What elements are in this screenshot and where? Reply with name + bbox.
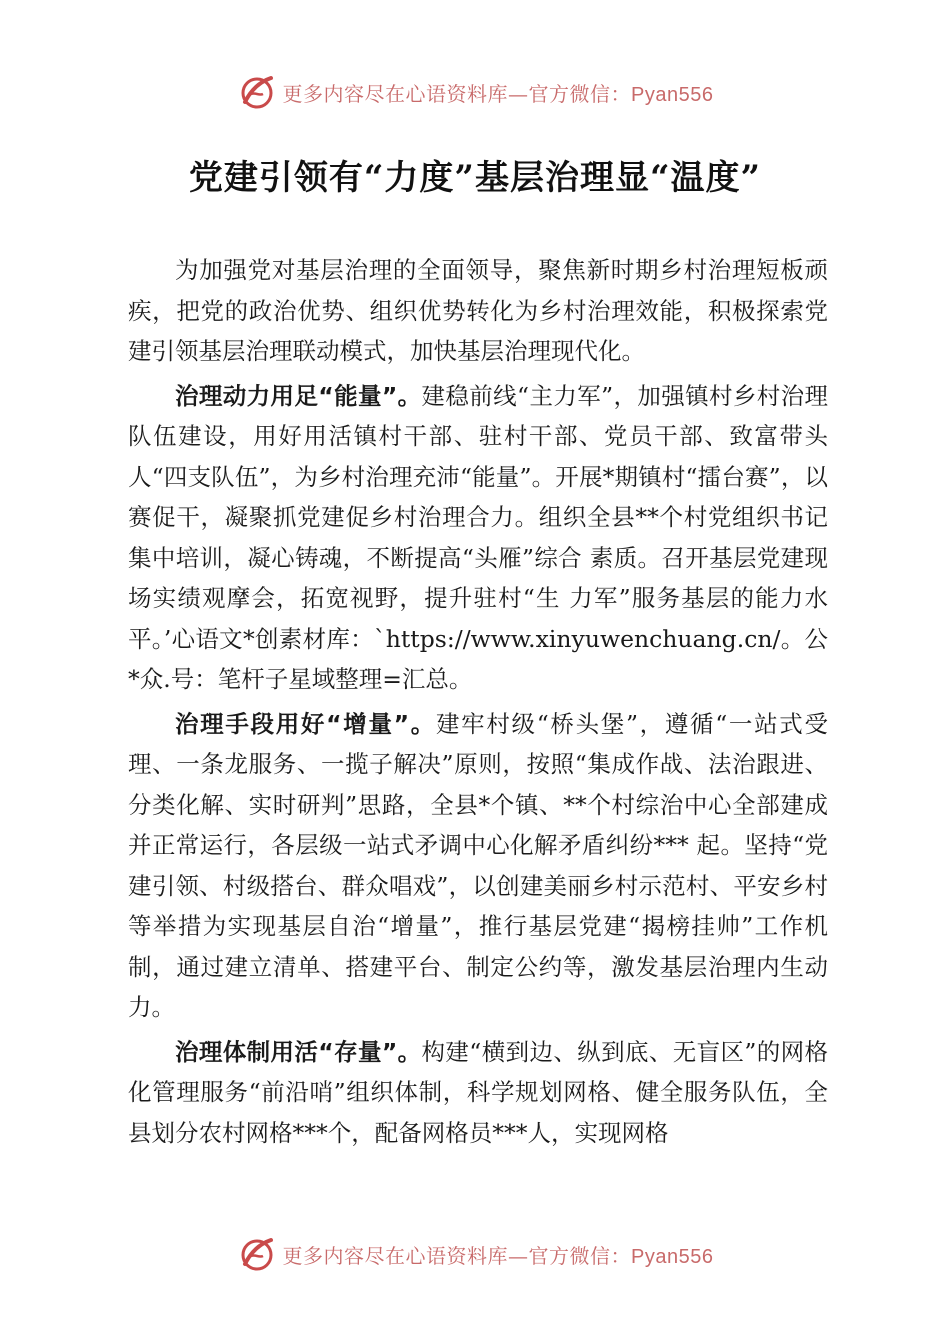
banner-text: 更多内容尽在心语资料库—官方微信：Pyan556 <box>282 81 714 106</box>
section-body-3: 构建“横到边、纵到底、无盲区”的网格化管理服务“前沿哨”组织体制，科学规划网格、健全服务队伍，全县划分农村网格***个，配备网格员***人，实现网格 <box>128 1037 828 1147</box>
brand-logo-icon <box>237 72 277 112</box>
wechat-id: Pyan556 <box>631 83 714 106</box>
section-body-2: 建牢村级“桥头堡”，遵循“一站式受理、一条龙服务、一揽子解决”原则，按照“集成作战、法治跟进、分类化解、实时研判”思路，全县*个镇、**个村综治中心全部建成并正常运行，各层级一站式矛调中心化解矛盾纠纷*** 起。坚持“党建引领、村级搭台、群众唱戏”，以创建美丽乡村示范村、平安乡村等举措为实现基层自治“增量”，推行基层党建“揭榜挂帅”工作机制，通过建立清单、搭建平台、制定公约等，激发基层治理内生动力。 <box>128 709 828 1021</box>
section-paragraph-2 <box>128 704 828 1028</box>
document-body <box>128 250 828 1157</box>
wechat-id: Pyan556 <box>631 1245 714 1268</box>
section-heading-1: 治理动力用足“能量”。 <box>175 381 422 410</box>
section-body-1: 建稳前线“主力军”，加强镇村乡村治理队伍建设，用好用活镇村干部、驻村干部、党员干部、致富带头人“四支队伍”，为乡村治理充沛“能量”。开展*期镇村“擂台赛”，以赛促干，凝聚抓党建促乡村治理合力。组织全县**个村党组织书记集中培训，凝心铸魂，不断提高“头雁”综合 素质。召开基层党建现场实绩观摩会，拓宽视野，提升驻村“生 力军”服务基层的能力水平。’心语文*创素材库：`https://www.xinyuwenchuang.cn/。公*众.号：笔杆子星域整理=汇总。 <box>128 381 828 693</box>
banner-text: 更多内容尽在心语资料库—官方微信：Pyan556 <box>282 1243 714 1268</box>
header-watermark-banner <box>0 70 950 114</box>
section-paragraph-3 <box>128 1032 828 1154</box>
section-heading-3: 治理体制用活“存量”。 <box>175 1037 422 1066</box>
intro-paragraph: 为加强党对基层治理的全面领导，聚焦新时期乡村治理短板顽疾，把党的政治优势、组织优势转化为乡村治理效能，积极探索党建引领基层治理联动模式，加快基层治理现代化。 <box>128 256 828 365</box>
section-paragraph-1 <box>128 376 828 700</box>
section-heading-2: 治理手段用好“增量”。 <box>175 709 436 738</box>
document-title: 党建引领有“力度”基层治理显“温度” <box>188 158 762 198</box>
brand-logo-icon <box>237 1234 277 1274</box>
footer-watermark-banner <box>0 1232 950 1276</box>
